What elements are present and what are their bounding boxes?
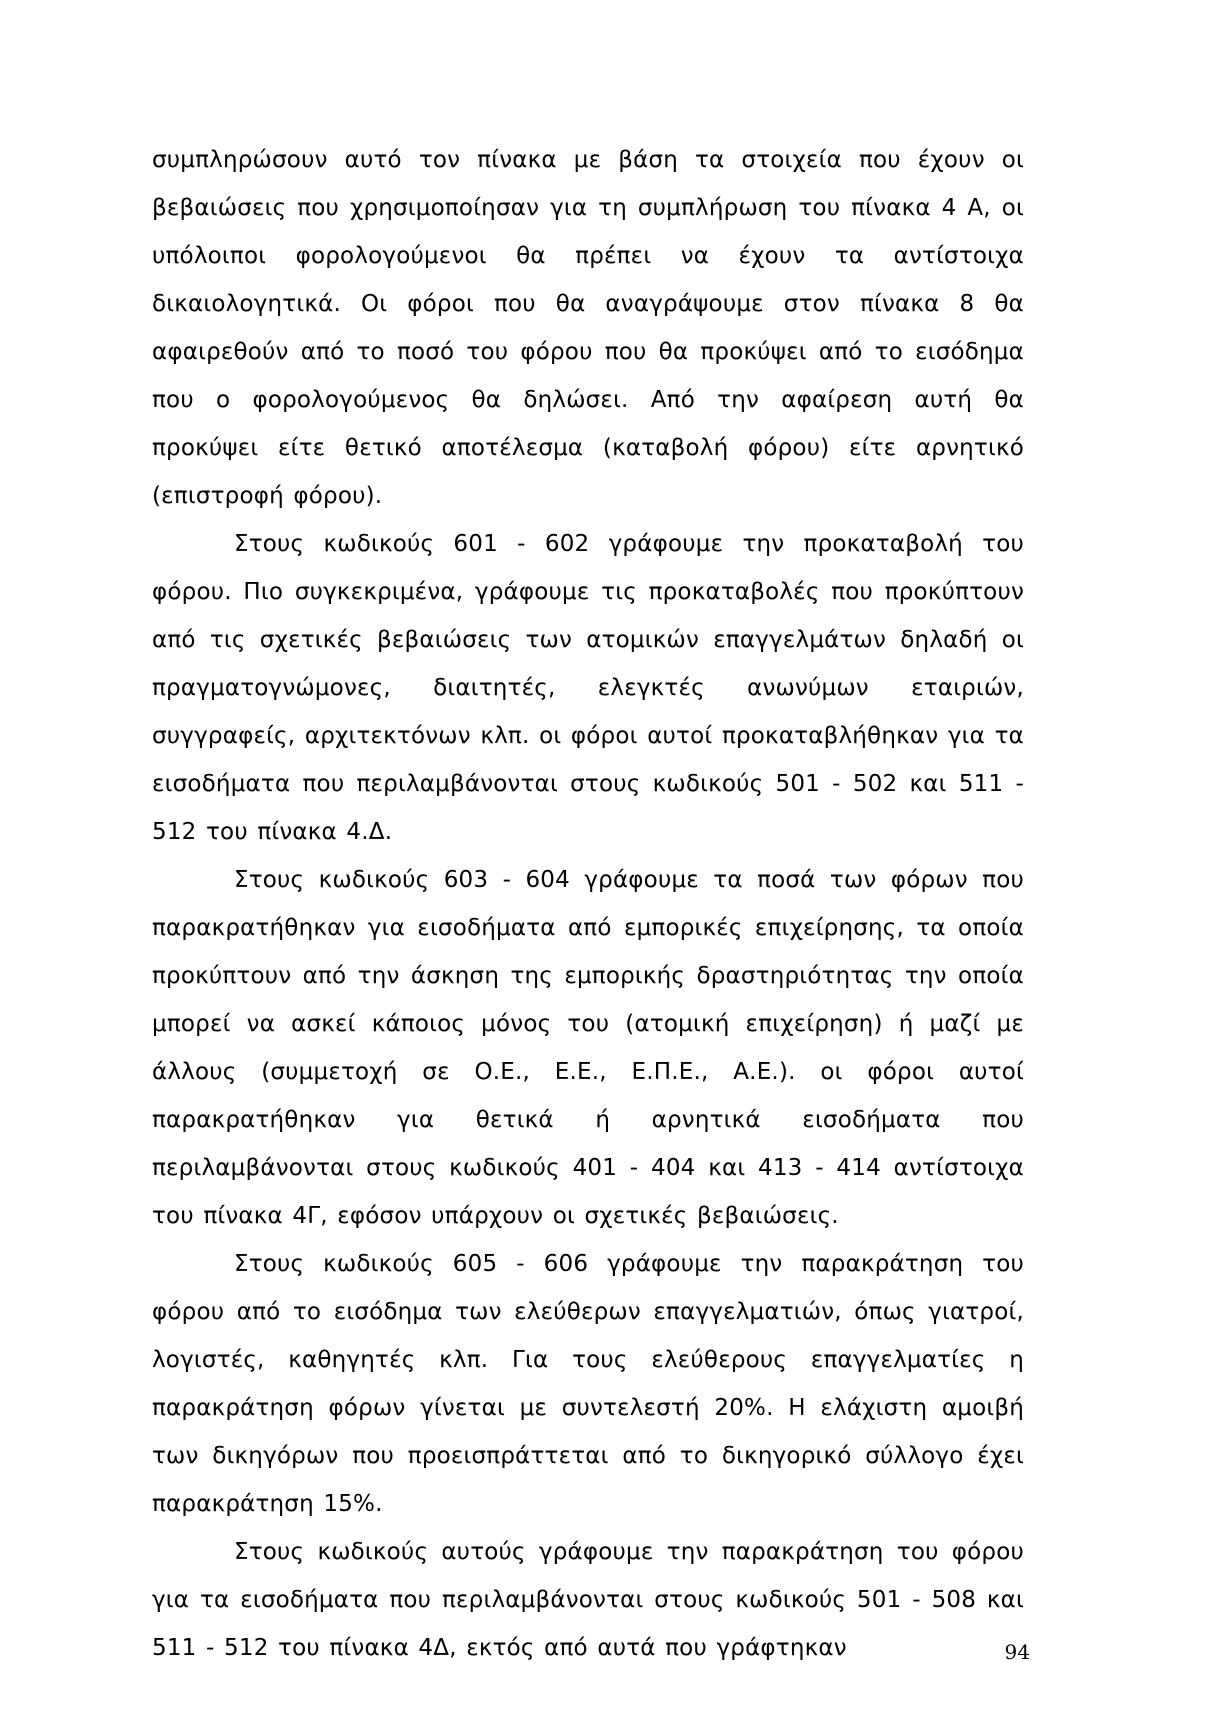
page-number: 94	[1004, 1640, 1030, 1664]
paragraph-2: Στους κωδικούς 601 - 602 γράφουμε την προκαταβολή του φόρου. Πιο συγκεκριμένα, γράφουμε τις προκαταβολές που προκύπτουν από τις σχετικές βεβαιώσεις των ατομικών επαγγελμάτων δηλαδή οι πραγματογνώμονες, διαιτητές, ελεγκτές ανωνύμων εταιριών, συγγραφείς, αρχιτεκτόνων κλπ. οι φόροι αυτοί προκαταβλήθηκαν για τα εισοδήματα που περιλαμβάνονται στους κωδικούς 501 - 502 και 511 - 512 του πίνακα 4.Δ.	[152, 531, 1024, 845]
paragraph-5: Στους κωδικούς αυτούς γράφουμε την παρακράτηση του φόρου για τα εισοδήματα που περιλαμβάνονται στους κωδικούς 501 - 508 και 511 - 512 του πίνακα 4Δ, εκτός από αυτά που γράφτηκαν	[152, 1539, 1024, 1661]
body-text	[152, 136, 1024, 1672]
paragraph-3: Στους κωδικούς 603 - 604 γράφουμε τα ποσά των φόρων που παρακρατήθηκαν για εισοδήματα από εμπορικές επιχείρησης, τα οποία προκύπτουν από την άσκηση της εμπορικής δραστηριότητας την οποία μπορεί να ασκεί κάποιος μόνος του (ατομική επιχείρηση) ή μαζί με άλλους (συμμετοχή σε Ο.Ε., Ε.Ε., Ε.Π.Ε., Α.Ε.). οι φόροι αυτοί παρακρατήθηκαν για θετικά ή αρνητικά εισοδήματα που περιλαμβάνονται στους κωδικούς 401 - 404 και 413 - 414 αντίστοιχα του πίνακα 4Γ, εφόσον υπάρχουν οι σχετικές βεβαιώσεις.	[152, 867, 1024, 1229]
paragraph-4: Στους κωδικούς 605 - 606 γράφουμε την παρακράτηση του φόρου από το εισόδημα των ελεύθερων επαγγελματιών, όπως γιατροί, λογιστές, καθηγητές κλπ. Για τους ελεύθερους επαγγελματίες η παρακράτηση φόρων γίνεται με συντελεστή 20%. Η ελάχιστη αμοιβή των δικηγόρων που προεισπράττεται από το δικηγορικό σύλλογο έχει παρακράτηση 15%.	[152, 1251, 1024, 1517]
paragraph-1: συμπληρώσουν αυτό τον πίνακα με βάση τα στοιχεία που έχουν οι βεβαιώσεις που χρησιμοποίησαν για τη συμπλήρωση του πίνακα 4 Α, οι υπόλοιποι φορολογούμενοι θα πρέπει να έχουν τα αντίστοιχα δικαιολογητικά. Οι φόροι που θα αναγράψουμε στον πίνακα 8 θα αφαιρεθούν από το ποσό του φόρου που θα προκύψει από το εισόδημα που ο φορολογούμενος θα δηλώσει. Από την αφαίρεση αυτή θα προκύψει είτε θετικό αποτέλεσμα (καταβολή φόρου) είτε αρνητικό (επιστροφή φόρου).	[152, 147, 1024, 509]
